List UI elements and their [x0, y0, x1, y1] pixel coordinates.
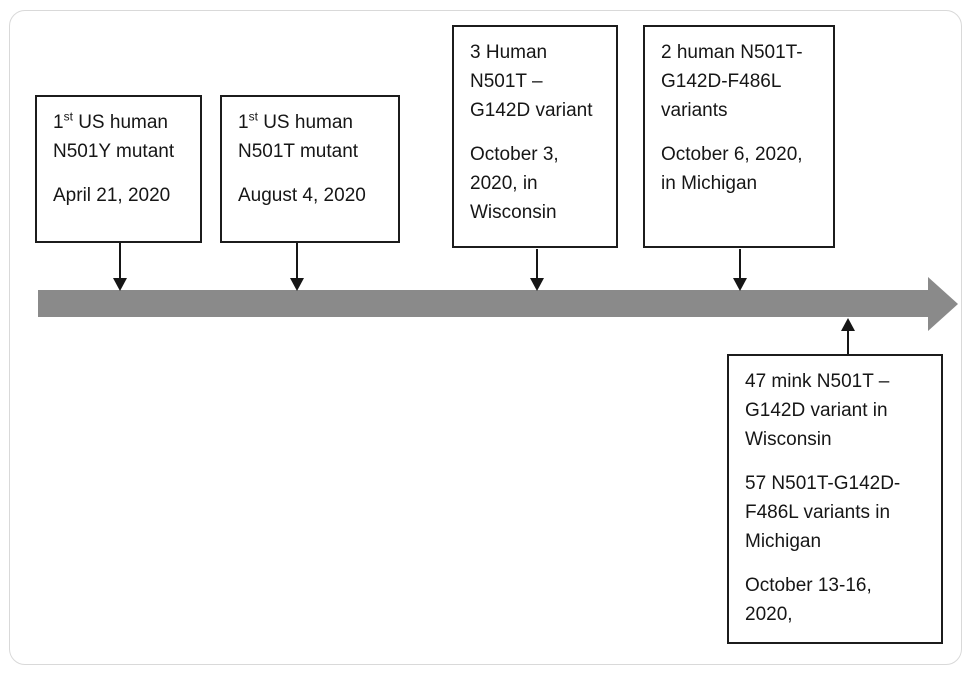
event-line: Wisconsin	[470, 202, 557, 223]
event-text	[53, 108, 192, 166]
event-text	[745, 367, 933, 454]
arrow-head	[530, 278, 544, 291]
arrow-shaft	[536, 249, 538, 279]
arrow-head	[113, 278, 127, 291]
event-line: US human	[257, 112, 353, 133]
event-line: October 13-16,	[745, 575, 872, 596]
event-text	[745, 469, 933, 556]
event-text	[238, 108, 390, 166]
up-arrow-icon	[841, 318, 855, 354]
event-line: G142D variant	[470, 100, 593, 121]
event-line: October 3,	[470, 144, 559, 165]
event-line: N501Y mutant	[53, 141, 175, 162]
event-line: Wisconsin	[745, 429, 832, 450]
event-date	[53, 181, 192, 210]
down-arrow-icon	[530, 249, 544, 291]
timeline-arrowhead-icon	[928, 277, 958, 331]
event-line: 2 human N501T-	[661, 42, 803, 63]
event-line: F486L variants in	[745, 502, 891, 523]
arrow-shaft	[119, 243, 121, 279]
event-line: 57 N501T-G142D-	[745, 473, 901, 494]
arrow-shaft	[739, 249, 741, 279]
event-line: N501T mutant	[238, 141, 359, 162]
event-date	[661, 140, 825, 198]
event-line: in Michigan	[661, 173, 758, 194]
down-arrow-icon	[113, 243, 127, 291]
event-line: G142D variant in	[745, 400, 888, 421]
event-line: 1	[53, 112, 64, 133]
event-line: Michigan	[745, 531, 822, 552]
down-arrow-icon	[733, 249, 747, 291]
event-line: April 21, 2020	[53, 185, 171, 206]
arrow-head	[841, 318, 855, 331]
arrow-head	[733, 278, 747, 291]
event-line: October 6, 2020,	[661, 144, 803, 165]
event-box-three-human-wisconsin	[452, 25, 618, 248]
arrow-shaft	[847, 330, 849, 354]
down-arrow-icon	[290, 243, 304, 291]
event-line: US human	[72, 112, 168, 133]
event-box-first-us-n501t	[220, 95, 400, 243]
event-line: G142D-F486L	[661, 71, 782, 92]
event-line: August 4, 2020	[238, 185, 366, 206]
event-line: N501T –	[470, 71, 543, 92]
event-date	[745, 571, 933, 629]
ordinal-superscript: st	[63, 109, 73, 124]
event-box-two-human-michigan	[643, 25, 835, 248]
ordinal-superscript: st	[248, 109, 258, 124]
event-line: variants	[661, 100, 728, 121]
event-line: 2020,	[745, 604, 793, 625]
event-box-mink-and-variants	[727, 354, 943, 644]
event-line: 47 mink N501T –	[745, 371, 890, 392]
event-line: 3 Human	[470, 42, 548, 63]
event-line: 2020, in	[470, 173, 538, 194]
event-box-first-us-n501y	[35, 95, 202, 243]
event-text	[470, 38, 608, 125]
arrow-shaft	[296, 243, 298, 279]
event-date	[470, 140, 608, 227]
event-date	[238, 181, 390, 210]
event-text	[661, 38, 825, 125]
timeline-bar	[38, 290, 928, 317]
event-line: 1	[238, 112, 249, 133]
arrow-head	[290, 278, 304, 291]
